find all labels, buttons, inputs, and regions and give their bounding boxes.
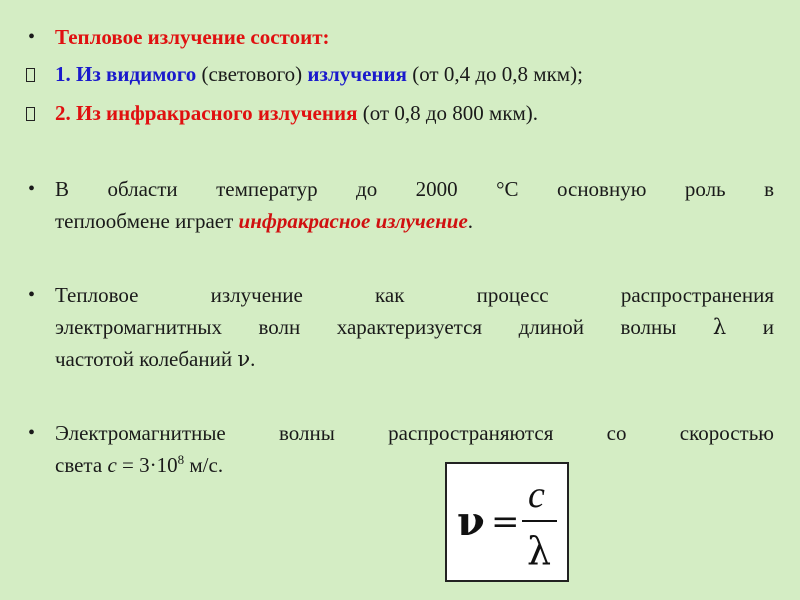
paragraph-1 — [55, 173, 774, 237]
item-2 — [55, 100, 538, 126]
item-1-tail: излучения — [307, 62, 407, 86]
paragraph-3 — [55, 417, 774, 481]
paragraph-2-line-2 — [55, 311, 774, 343]
item-1 — [55, 61, 583, 87]
paragraph-2-line-3 — [55, 343, 774, 375]
paragraph-3-bullet: • — [28, 422, 36, 444]
exponent: 8 — [177, 452, 185, 467]
nu-symbol: ν — [237, 347, 251, 371]
heading-bullet: • — [28, 26, 36, 48]
item-1-lead: 1. Из видимого — [55, 62, 197, 86]
formula-lhs: ν — [457, 498, 485, 545]
formula-equals: = — [491, 502, 520, 542]
formula-numerator: c — [528, 474, 545, 516]
paragraph-2-line-1: Тепловое излучение как процесс распространения — [55, 283, 774, 307]
paragraph-1-line-2-post: . — [467, 209, 474, 233]
paragraph-3-line-1: Электромагнитные волны распространяются со скоростью — [55, 421, 774, 445]
paragraph-1-bullet: • — [28, 178, 36, 200]
paragraph-1-line-1: В области температур до 2000 °С основную роль в — [55, 177, 774, 201]
square-bullet-icon — [26, 63, 35, 89]
paragraph-1-line-2-pre: теплообмене играет — [55, 209, 239, 233]
heading-title: Тепловое излучение состоит: — [55, 25, 330, 49]
paragraph-2-line-3-post: . — [250, 347, 256, 371]
square-bullet-icon — [26, 102, 35, 128]
paragraph-2-bullet: • — [28, 284, 36, 306]
paragraph-3-line-2-pre: света — [55, 453, 108, 477]
item-1-rest: (от 0,4 до 0,8 мкм); — [406, 62, 583, 86]
paragraph-2-line-2-post: и — [726, 315, 774, 339]
formula-box — [445, 462, 569, 582]
paragraph-1-line-2 — [55, 205, 774, 237]
speed-variable: с — [107, 453, 117, 477]
paragraph-3-unit: м/с. — [184, 453, 224, 477]
formula-denominator: λ — [527, 529, 552, 573]
paragraph-3-line-2 — [55, 449, 774, 481]
paragraph-2-line-2-pre: электромагнитных волн характеризуется длиной волны — [55, 315, 713, 339]
item-1-mid: (светового) — [196, 62, 308, 86]
formula-svg — [447, 464, 567, 580]
paragraph-2-line-3-pre: частотой колебаний — [55, 347, 238, 371]
paragraph-3-equation: = 3·10 — [116, 453, 178, 477]
item-2-rest: (от 0,8 до 800 мкм). — [357, 101, 539, 125]
lambda-symbol: λ — [712, 315, 727, 339]
paragraph-2 — [55, 279, 774, 375]
paragraph-1-emphasis: инфракрасное излучение — [238, 209, 468, 233]
item-2-lead: 2. Из инфракрасного излучения — [55, 101, 358, 125]
